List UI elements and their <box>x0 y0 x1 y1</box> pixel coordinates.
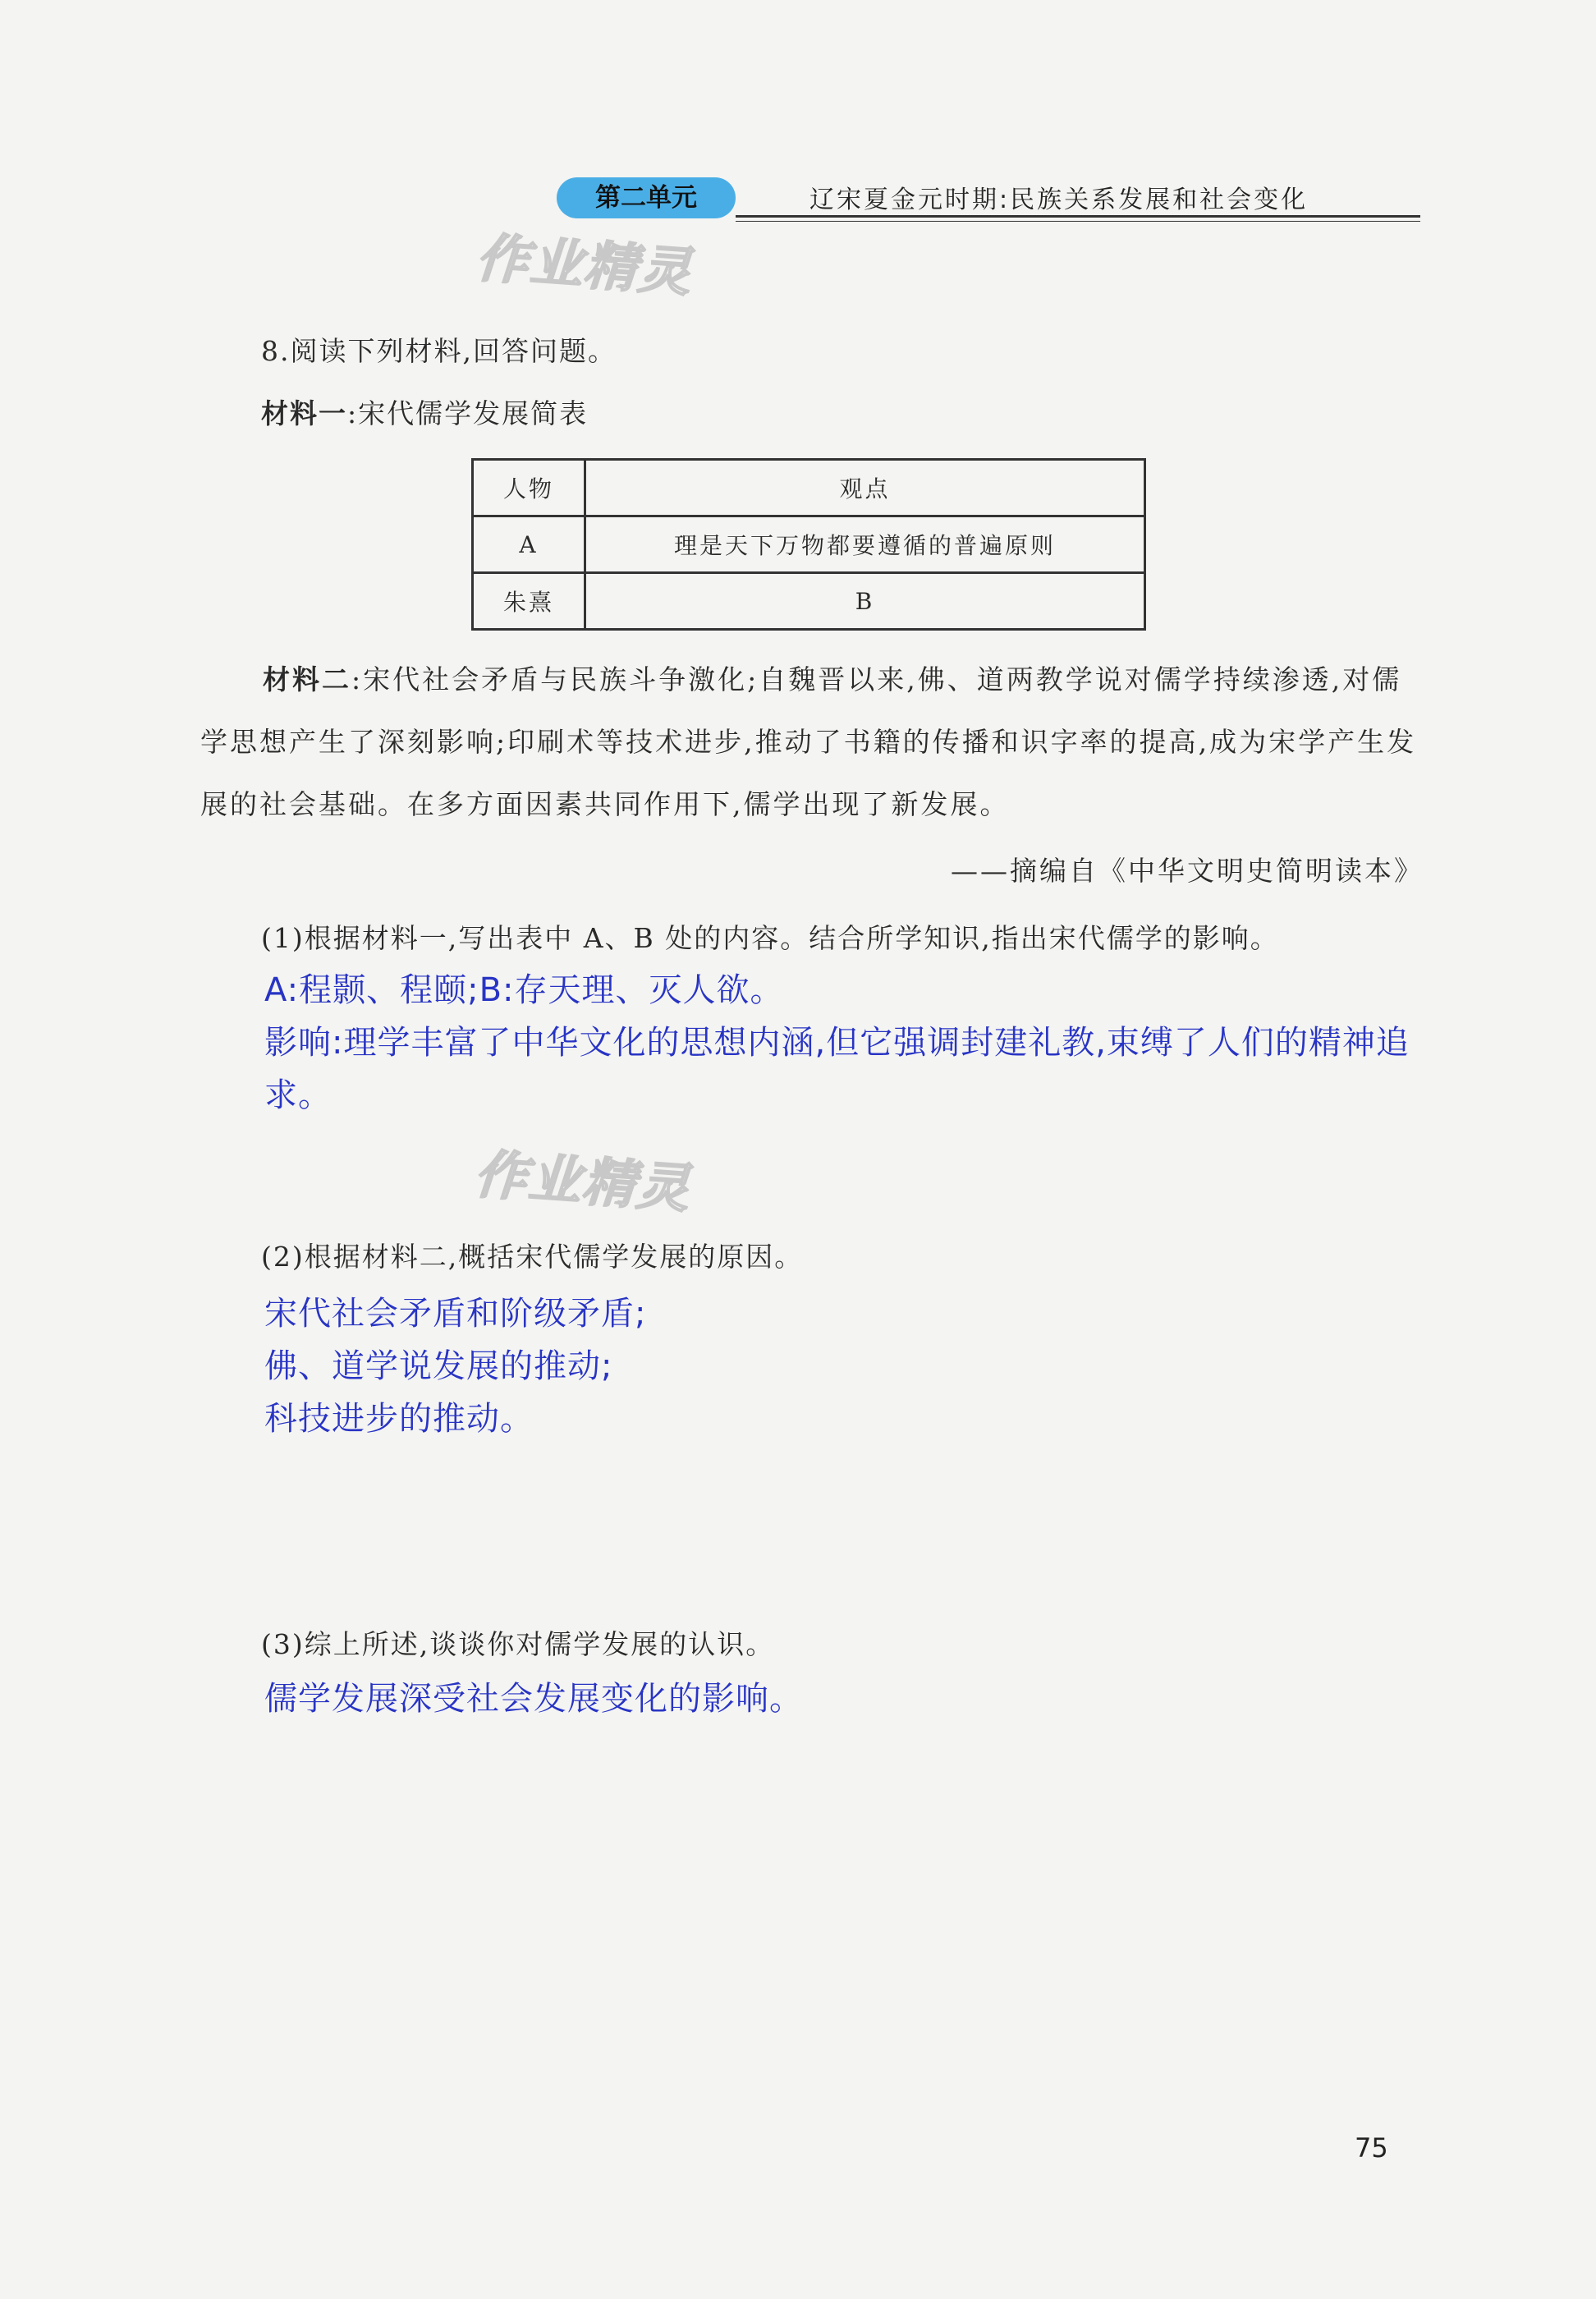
table-cell: 理是天下万物都要遵循的普遍原则 <box>585 516 1145 573</box>
table-cell: 朱熹 <box>473 573 585 630</box>
table-header-row <box>473 460 1145 516</box>
material2-source: ——摘编自《中华文明史简明读本》 <box>951 855 1424 887</box>
material2-paragraph <box>200 649 1424 836</box>
material1-label: 材料一 <box>261 397 347 429</box>
table-cell: B <box>585 573 1145 630</box>
answer-3-line-1: 儒学发展深受社会发展变化的影响。 <box>264 1680 803 1718</box>
page-number: 75 <box>1355 2132 1388 2164</box>
unit-badge: 第二单元 <box>557 177 736 218</box>
table-row <box>473 573 1145 630</box>
table-header-cell: 观点 <box>585 460 1145 516</box>
subquestion-1-prompt: (1)根据材料一,写出表中 A、B 处的内容。结合所学知识,指出宋代儒学的影响。 <box>261 922 1279 954</box>
material2-text: :宋代社会矛盾与民族斗争激化;自魏晋以来,佛、道两教学说对儒学持续渗透,对儒学思想产生了深刻影响;印刷术等技术进步,推动了书籍的传播和识字率的提高,成为宋学产生发展的社会基础。在多方面因素共同作用下,儒学出现了新发展。 <box>200 663 1417 820</box>
header-rule <box>736 215 1420 218</box>
confucianism-table <box>471 458 1146 631</box>
answer-1-line-1: A:程颢、程颐;B:存天理、灭人欲。 <box>264 971 784 1009</box>
material1-heading <box>261 392 588 431</box>
table-cell: A <box>473 516 585 573</box>
table-header-cell: 人物 <box>473 460 585 516</box>
answer-2-line-1: 宋代社会矛盾和阶级矛盾; <box>264 1295 647 1333</box>
question-stem: 8.阅读下列材料,回答问题。 <box>261 335 617 367</box>
watermark: 作业精灵 <box>472 1144 693 1221</box>
answer-2-line-2: 佛、道学说发展的推动; <box>264 1347 613 1385</box>
subquestion-3-prompt: (3)综上所述,谈谈你对儒学发展的认识。 <box>261 1628 775 1660</box>
watermark: 作业精灵 <box>474 227 695 305</box>
answer-2-line-3: 科技进步的推动。 <box>264 1400 534 1438</box>
subquestion-2-prompt: (2)根据材料二,概括宋代儒学发展的原因。 <box>261 1241 804 1273</box>
material1-title: :宋代儒学发展简表 <box>347 397 589 429</box>
table-row <box>473 516 1145 573</box>
unit-title: 辽宋夏金元时期:民族关系发展和社会变化 <box>809 186 1309 214</box>
material2-label: 材料二 <box>263 663 351 695</box>
header-rule-thin <box>736 221 1420 222</box>
answer-1-line-2: 影响:理学丰富了中华文化的思想内涵,但它强调封建礼教,束缚了人们的精神追求。 <box>264 1024 1410 1114</box>
